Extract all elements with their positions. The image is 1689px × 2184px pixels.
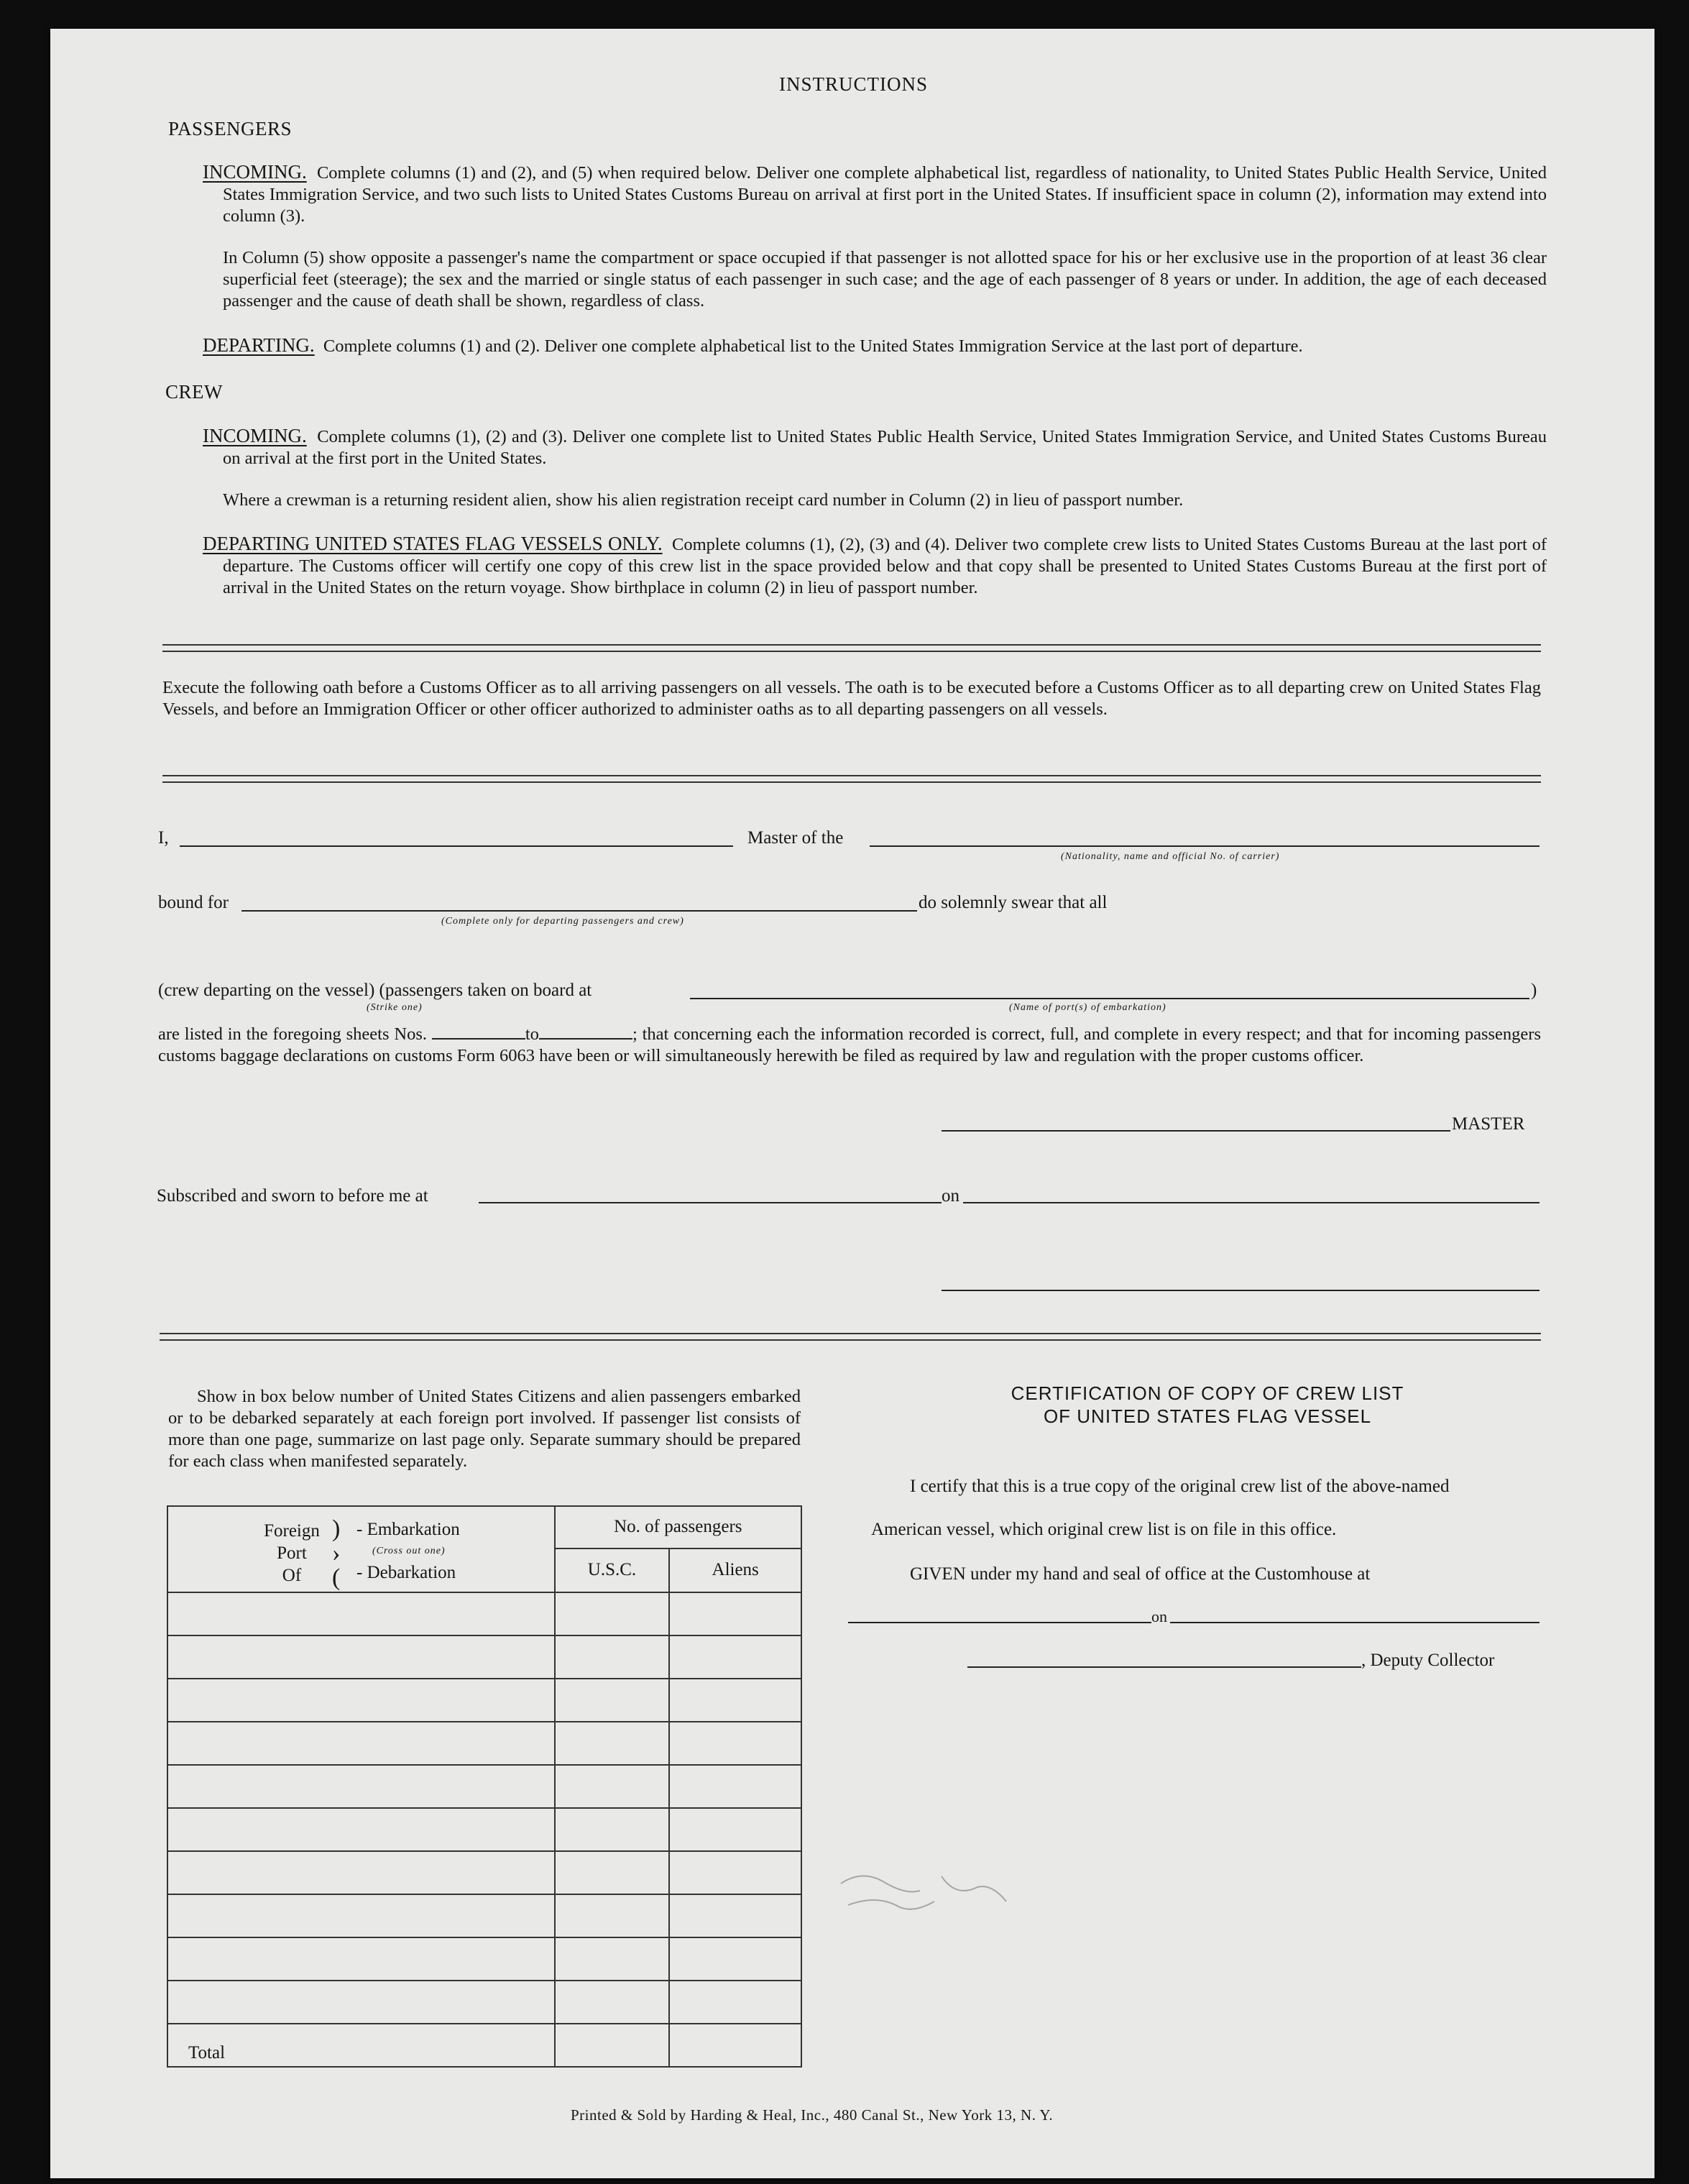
usc-header: U.S.C. (555, 1548, 670, 1592)
usc-cell[interactable] (555, 1635, 670, 1679)
column5-paragraph: In Column (5) show opposite a passenger's name the compartment or space occupied if that passenger is not allotted space for his or her exclusive use in the proportion of at least 36 clear superficial feet (steerage); the sex and the married or single status of each passenger in such case; and the age of each passenger of 8 years or under. In addition, the age of each deceased passenger and the cause of death shall be shown, regardless of class. (223, 248, 1547, 311)
master-of-the-label: Master of the (747, 828, 844, 848)
swear-label: do solemnly swear that all (919, 893, 1108, 912)
crew-incoming-label: INCOMING. (203, 425, 307, 446)
flag-vessel-paragraph (203, 533, 1547, 599)
port-cell[interactable] (167, 1937, 555, 1981)
port-cell[interactable] (167, 1722, 555, 1765)
usc-cell[interactable] (555, 1808, 670, 1851)
bound-for-field[interactable] (241, 910, 917, 912)
aliens-total-cell[interactable] (669, 2024, 801, 2067)
on-label: on (942, 1186, 959, 1206)
table-row (167, 1851, 801, 1894)
bound-caption: (Complete only for departing passengers and crew) (441, 916, 684, 927)
debarkation-label: - Debarkation (356, 1563, 456, 1582)
bound-for-label: bound for (158, 893, 229, 912)
table-row (167, 1722, 801, 1765)
no-of-passengers-header: No. of passengers (555, 1506, 801, 1548)
flag-vessel-label: DEPARTING UNITED STATES FLAG VESSELS ONLY. (203, 533, 663, 554)
passenger-summary-table (167, 1505, 802, 2068)
total-row (167, 2024, 801, 2067)
faint-signature-mark (834, 1862, 1021, 1934)
certify-line-2: American vessel, which original crew list is on file in this office. (871, 1520, 1337, 1539)
printer-footer: Printed & Sold by Harding & Heal, Inc., 480 Canal St., New York 13, N. Y. (571, 2106, 1054, 2124)
port-cell[interactable] (167, 1679, 555, 1722)
close-paren: ) (1531, 981, 1537, 1000)
section-divider (162, 644, 1541, 652)
deputy-collector-label: , Deputy Collector (1361, 1651, 1495, 1670)
port-cell[interactable] (167, 1808, 555, 1851)
usc-cell[interactable] (555, 1765, 670, 1808)
port-cell[interactable] (167, 1981, 555, 2024)
port-cell[interactable] (167, 1635, 555, 1679)
listed-to: to (525, 1024, 539, 1044)
usc-cell[interactable] (555, 1937, 670, 1981)
section-divider (160, 1333, 1541, 1341)
table-row (167, 1937, 801, 1981)
embarkation-ports-field[interactable] (690, 998, 1529, 999)
embarkation-label: - Embarkation (356, 1520, 460, 1539)
aliens-cell[interactable] (669, 1635, 801, 1679)
aliens-header: Aliens (669, 1548, 801, 1592)
port-cell[interactable] (167, 1592, 555, 1635)
aliens-cell[interactable] (669, 1808, 801, 1851)
flag-vessel-text: Complete columns (1), (2), (3) and (4). Deliver two complete crew lists to United States Customs Bureau at the last port of departure. The Customs officer will certify one copy of this crew list in the space provided below and that copy shall be presented to United States Customs Bureau at the first port of arrival in the United States on the return voyage. Show birthplace in column (2) in lieu of passport number. (223, 535, 1547, 597)
certify-line-3: GIVEN under my hand and seal of office at the Customhouse at (910, 1564, 1371, 1584)
usc-total-cell[interactable] (555, 2024, 670, 2067)
port-cell[interactable] (167, 1894, 555, 1937)
aliens-cell[interactable] (669, 1722, 801, 1765)
sheet-from-field[interactable] (432, 1024, 525, 1040)
port-cell[interactable] (167, 1765, 555, 1808)
sworn-at-field[interactable] (479, 1202, 942, 1203)
certification-heading (870, 1382, 1545, 1428)
table-row (167, 1679, 801, 1722)
customhouse-field[interactable] (848, 1622, 1151, 1623)
passengers-incoming-paragraph (203, 161, 1547, 227)
usc-cell[interactable] (555, 1894, 670, 1937)
usc-cell[interactable] (555, 1592, 670, 1635)
strike-one-caption: (Strike one) (367, 1002, 423, 1013)
departing-label: DEPARTING. (203, 334, 315, 356)
section-divider (162, 775, 1541, 783)
incoming-text: Complete columns (1) and (2), and (5) when required below. Deliver one complete alphabetical list, regardless of nationality, to United States Public Health Service, United States Immigration Service, and two such lists to United States Customs Bureau on arrival at first port in the United States. If insufficient space in column (2), information may extend into column (3). (223, 163, 1547, 226)
i-label: I, (158, 828, 169, 848)
crewman-paragraph: Where a crewman is a returning resident alien, show his alien registration receipt card number in Column (2) in lieu of passport number. (223, 490, 1184, 510)
table-row (167, 1808, 801, 1851)
crew-incoming-text: Complete columns (1), (2) and (3). Deliver one complete list to United States Public Health Service, United States Immigration Service, and United States Customs Bureau on arrival at the first port in the United States. (223, 427, 1547, 468)
cert-date-field[interactable] (1170, 1622, 1540, 1623)
certification-heading-line-1: CERTIFICATION OF COPY OF CREW LIST (1011, 1382, 1404, 1404)
aliens-cell[interactable] (669, 1851, 801, 1894)
crew-departing-label: (crew departing on the vessel) (passengers taken on board at (158, 981, 592, 1000)
deputy-collector-signature-field[interactable] (967, 1666, 1361, 1668)
aliens-cell[interactable] (669, 1679, 801, 1722)
incoming-label: INCOMING. (203, 161, 307, 183)
table-row (167, 1635, 801, 1679)
master-signature-field[interactable] (942, 1130, 1450, 1132)
crew-incoming-paragraph (203, 425, 1547, 469)
ports-caption: (Name of port(s) of embarkation) (1009, 1002, 1166, 1013)
table-row (167, 1894, 801, 1937)
officer-signature-field[interactable] (942, 1290, 1540, 1291)
foreign-label: Foreign (264, 1521, 320, 1541)
table-row (167, 1765, 801, 1808)
sheet-to-field[interactable] (539, 1024, 632, 1040)
port-cell[interactable] (167, 1851, 555, 1894)
instructions-title: INSTRUCTIONS (779, 73, 929, 95)
certify-line-1: I certify that this is a true copy of the original crew list of the above-named (910, 1477, 1450, 1496)
aliens-cell[interactable] (669, 1894, 801, 1937)
usc-cell[interactable] (555, 1851, 670, 1894)
passengers-departing-paragraph (203, 334, 1547, 357)
brace-icon: ) › ( (332, 1515, 341, 1591)
summary-instructions: Show in box below number of United States Citizens and alien passengers embarked or to be debarked separately at each foreign port involved. If passenger list consists of more than one page, summarize on last page only. Separate summary should be prepared for each class when manifested separately. (168, 1387, 801, 1471)
crew-heading: CREW (165, 381, 223, 403)
certification-heading-line-2: OF UNITED STATES FLAG VESSEL (1043, 1405, 1372, 1427)
sworn-date-field[interactable] (963, 1202, 1540, 1203)
aliens-cell[interactable] (669, 1592, 801, 1635)
departing-text: Complete columns (1) and (2). Deliver one complete alphabetical list to the United States Immigration Service at the last port of departure. (323, 336, 1303, 356)
nationality-caption: (Nationality, name and official No. of carrier) (1061, 851, 1280, 862)
port-label: Port (277, 1543, 307, 1563)
usc-cell[interactable] (555, 1722, 670, 1765)
table-row (167, 1592, 801, 1635)
subscribed-label: Subscribed and sworn to before me at (157, 1186, 428, 1206)
listed-post: ; that concerning each the information recorded is correct, full, and complete in every respect; and that for incoming passengers customs baggage declarations on customs Form 6063 have been or will simultaneously herewith be filed as required by law and regulation with the proper customs officer. (158, 1024, 1541, 1065)
of-label: Of (282, 1566, 302, 1585)
oath-intro: Execute the following oath before a Customs Officer as to all arriving passengers on all vessels. The oath is to be executed before a Customs Officer as to all departing crew on United States Flag Vessels, and before an Immigration Officer or other officer authorized to administer oaths as to all departing passengers on all vessels. (162, 678, 1541, 719)
listed-paragraph (158, 1024, 1541, 1067)
aliens-cell[interactable] (669, 1765, 801, 1808)
cert-on-label: on (1151, 1607, 1167, 1625)
usc-cell[interactable] (555, 1981, 670, 2024)
passengers-heading: PASSENGERS (168, 118, 293, 139)
aliens-cell[interactable] (669, 1937, 801, 1981)
total-label: Total (167, 2024, 555, 2067)
usc-cell[interactable] (555, 1679, 670, 1722)
aliens-cell[interactable] (669, 1981, 801, 2024)
listed-pre: are listed in the foregoing sheets Nos. (158, 1024, 427, 1044)
carrier-field[interactable] (870, 845, 1540, 847)
master-label: MASTER (1452, 1114, 1525, 1134)
table-row (167, 1981, 801, 2024)
cross-out-label: (Cross out one) (372, 1546, 446, 1556)
master-name-field[interactable] (180, 845, 733, 847)
